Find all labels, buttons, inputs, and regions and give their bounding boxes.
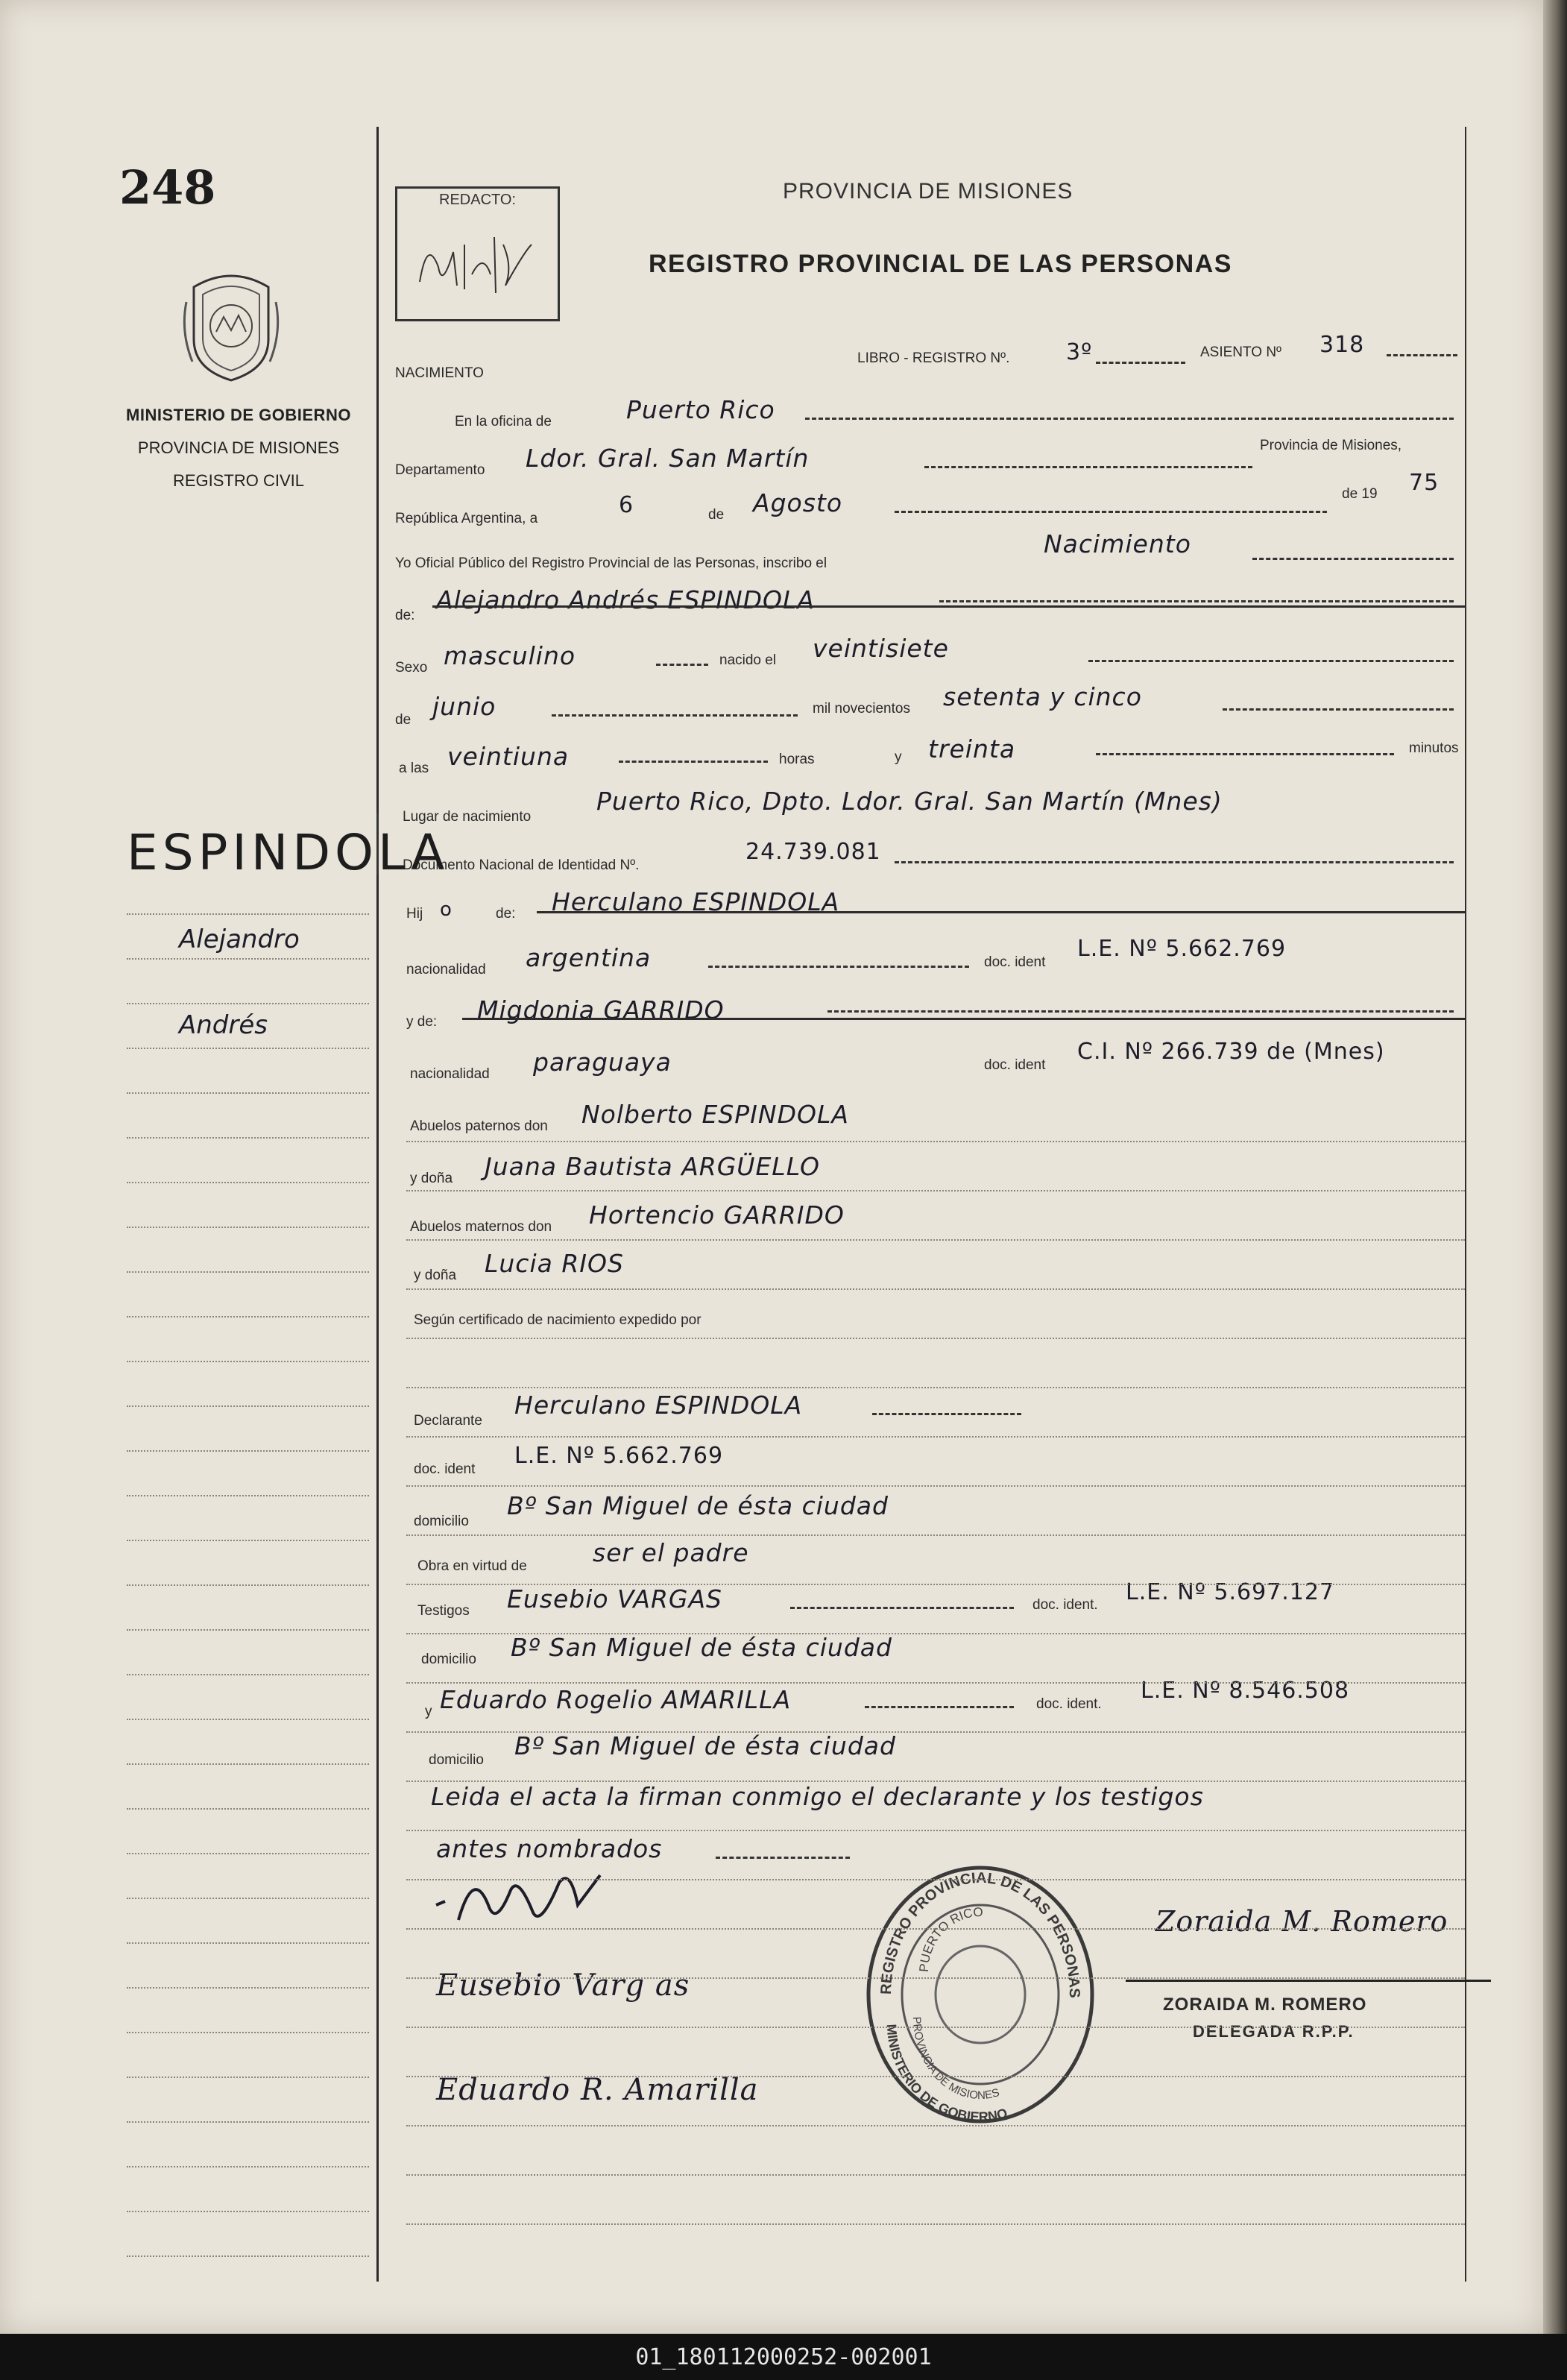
nac-padre-value: argentina <box>526 943 652 972</box>
stamp-bottom-text: MINISTERIO DE GOBIERNO <box>883 2024 1009 2125</box>
testigo1-signature: Eusebio Varg as <box>436 1968 690 2003</box>
margin-ruled-line <box>127 1584 369 1586</box>
minutos-label: minutos <box>1409 740 1459 756</box>
dni-label: Documento Nacional de Identidad Nº. <box>403 857 640 873</box>
stamp-inner-text: PUERTO RICO <box>916 1904 984 1973</box>
doc-t2-value: L.E. Nº 8.546.508 <box>1141 1678 1350 1704</box>
book-binding-edge <box>1543 0 1567 2334</box>
oficina-label: En la oficina de <box>455 414 552 429</box>
margin-second-name: Andrés <box>179 1010 268 1040</box>
margin-ruled-line <box>127 2166 369 2168</box>
asiento-label: ASIENTO Nº <box>1200 344 1281 360</box>
y-t2-label: y <box>425 1704 432 1719</box>
form-ruled-line <box>406 1731 1465 1733</box>
doc-padre-value: L.E. Nº 5.662.769 <box>1077 936 1287 962</box>
column-divider <box>376 127 379 2282</box>
form-ruled-line <box>406 2125 1465 2126</box>
margin-ruled-line <box>127 1898 369 1899</box>
margin-ruled-line <box>127 1629 369 1631</box>
form-ruled-line <box>406 1781 1465 1782</box>
margin-first-name: Alejandro <box>179 925 300 954</box>
de-mes-label: de <box>395 712 412 728</box>
margin-ruled-line <box>127 1137 369 1139</box>
abuela-pat-value: Juana Bautista ARGÜELLO <box>485 1152 821 1181</box>
madre-value: Migdonia GARRIDO <box>477 995 725 1024</box>
declarante-label: Declarante <box>414 1413 482 1429</box>
margin-surname: ESPINDOLA <box>127 824 450 881</box>
form-ruled-line <box>406 1928 1465 1930</box>
padre-value: Herculano ESPINDOLA <box>552 887 840 916</box>
dom-t2-label: domicilio <box>429 1752 484 1768</box>
persona-label: de: <box>395 608 415 623</box>
closing-line-1: Leida el acta la firman conmigo el declarante y los testigos <box>431 1782 1204 1811</box>
a-las-label: a las <box>399 761 429 776</box>
persona-value: Alejandro Andrés ESPINDOLA <box>436 585 815 614</box>
form-ruled-line <box>406 1387 1465 1388</box>
dni-value: 24.739.081 <box>745 839 881 865</box>
testigo2-signature: Eduardo R. Amarilla <box>436 2073 759 2107</box>
dia-value: 6 <box>619 492 634 518</box>
y-de-label: y de: <box>406 1014 438 1030</box>
anio-value: 75 <box>1409 470 1440 496</box>
official-stamp <box>861 1860 1100 2129</box>
margin-ruled-line <box>127 1450 369 1452</box>
testigo2-value: Eduardo Rogelio AMARILLA <box>440 1685 792 1714</box>
closing-line-2: antes nombrados <box>436 1834 663 1863</box>
ministry-name: MINISTERIO DE GOBIERNO <box>126 406 351 424</box>
form-ruled-line <box>406 1485 1465 1487</box>
horas-label: horas <box>779 752 815 767</box>
testigos-label: Testigos <box>417 1603 470 1619</box>
lugar-value: Puerto Rico, Dpto. Ldor. Gral. San Martín (Mnes) <box>596 787 1223 816</box>
minutos-value: treinta <box>928 734 1016 764</box>
form-ruled-line <box>406 1584 1465 1585</box>
form-ruled-line <box>406 1338 1465 1339</box>
margin-ruled-line <box>127 2211 369 2212</box>
dom-t1-label: domicilio <box>421 1652 476 1667</box>
hijo-de-label: de: <box>496 906 516 922</box>
margin-ruled-line <box>127 1674 369 1675</box>
form-ruled-line <box>406 1633 1465 1634</box>
horas-value: veintiuna <box>447 742 570 771</box>
crest-icon <box>179 265 283 384</box>
dom-t1-value: Bº San Miguel de ésta ciudad <box>511 1633 892 1662</box>
form-ruled-line <box>406 1830 1465 1831</box>
republica-label: República Argentina, a <box>395 511 538 526</box>
registry-title: REGISTRO PROVINCIAL DE LAS PERSONAS <box>649 250 1232 278</box>
lugar-label: Lugar de nacimiento <box>403 809 532 825</box>
form-ruled-line <box>406 1288 1465 1290</box>
testigo1-value: Eusebio VARGAS <box>507 1584 722 1614</box>
de-label: de <box>708 507 725 523</box>
margin-ruled-line <box>127 1942 369 1944</box>
doc-t1-label: doc. ident. <box>1032 1597 1098 1613</box>
acto-value: Nacimiento <box>1044 529 1191 558</box>
officer-role: DELEGADA R.P.P. <box>1193 2022 1355 2041</box>
doc-madre-label: doc. ident <box>984 1057 1046 1073</box>
margin-ruled-line <box>127 1361 369 1362</box>
form-ruled-line <box>406 1682 1465 1684</box>
margin-ruled-line <box>127 2121 369 2123</box>
form-ruled-line <box>406 2027 1465 2028</box>
nac-madre-value: paraguaya <box>533 1048 672 1077</box>
doc-padre-label: doc. ident <box>984 954 1046 970</box>
doc-t2-label: doc. ident. <box>1036 1696 1102 1712</box>
libro-label: LIBRO - REGISTRO Nº. <box>857 350 1010 366</box>
abuela-pat-label: y doña <box>410 1171 453 1186</box>
form-ruled-line <box>406 1534 1465 1536</box>
mil-label: mil novecientos <box>813 701 910 717</box>
margin-ruled-line <box>127 1987 369 1989</box>
declarante-value: Herculano ESPINDOLA <box>514 1391 803 1420</box>
anio-nac-value: setenta y cinco <box>943 682 1142 711</box>
asiento-value: 318 <box>1320 332 1365 358</box>
margin-ruled-line <box>127 1495 369 1496</box>
margin-ruled-line <box>127 1719 369 1720</box>
margin-ruled-line <box>127 1003 369 1004</box>
margin-ruled-line <box>127 1808 369 1810</box>
doc-decl-label: doc. ident <box>414 1461 476 1477</box>
ministry-province: PROVINCIA DE MISIONES <box>137 438 340 457</box>
oficina-value: Puerto Rico <box>626 395 775 424</box>
margin-ruled-line <box>127 1092 369 1094</box>
margin-ruled-line <box>127 1405 369 1407</box>
doc-t1-value: L.E. Nº 5.697.127 <box>1126 1579 1335 1605</box>
oficial-label: Yo Oficial Público del Registro Provincial de las Personas, inscribo el <box>395 555 827 571</box>
departamento-value: Ldor. Gral. San Martín <box>526 444 810 473</box>
section-label: NACIMIENTO <box>395 365 484 381</box>
margin-ruled-line <box>127 2077 369 2078</box>
mes-nac-value: junio <box>432 692 496 721</box>
margin-ruled-line <box>127 1227 369 1228</box>
form-ruled-line <box>406 2174 1465 2176</box>
hijo-suffix: o <box>440 898 453 921</box>
page-number: 248 <box>119 160 216 215</box>
form-ruled-line <box>406 1141 1465 1142</box>
margin-ruled-line <box>127 1271 369 1273</box>
form-ruled-line <box>406 2076 1465 2077</box>
svg-text:PUERTO RICO <box>917 1905 983 1973</box>
ministry-block <box>119 399 358 497</box>
abuelo-pat-label: Abuelos paternos don <box>410 1118 548 1134</box>
redacto-label: REDACTO: <box>439 192 516 208</box>
obra-label: Obra en virtud de <box>417 1558 527 1574</box>
abuelo-pat-value: Nolberto ESPINDOLA <box>581 1100 849 1129</box>
image-id-footer: 01_180112000252-002001 <box>0 2334 1567 2380</box>
libro-value: 3º <box>1066 339 1093 365</box>
certificado-label: Según certificado de nacimiento expedido por <box>414 1312 701 1328</box>
doc-madre-value: C.I. Nº 266.739 de (Mnes) <box>1077 1039 1385 1065</box>
nac-padre-label: nacionalidad <box>406 962 486 978</box>
departamento-label: Departamento <box>395 462 485 478</box>
margin-ruled-line <box>127 1853 369 1854</box>
redacto-box <box>395 186 560 321</box>
province-title: PROVINCIA DE MISIONES <box>783 179 1073 204</box>
mes-value: Agosto <box>753 488 843 517</box>
hijo-label: Hij <box>406 906 423 922</box>
dom-t2-value: Bº San Miguel de ésta ciudad <box>514 1731 896 1760</box>
sexo-label: Sexo <box>395 660 428 676</box>
abuelo-mat-label: Abuelos maternos don <box>410 1219 552 1235</box>
abuela-mat-label: y doña <box>414 1268 457 1283</box>
redacto-signature <box>412 222 539 304</box>
declarante-signature <box>429 1860 608 1942</box>
form-ruled-line <box>406 1190 1465 1191</box>
margin-ruled-line <box>127 1182 369 1183</box>
sexo-value: masculino <box>444 641 576 670</box>
obra-value: ser el padre <box>593 1538 749 1567</box>
nac-madre-label: nacionalidad <box>410 1066 490 1082</box>
margin-ruled-line <box>127 1763 369 1765</box>
officer-name: ZORAIDA M. ROMERO <box>1163 1995 1367 2015</box>
stamp-outer-text: REGISTRO PROVINCIAL DE LAS PERSONAS <box>877 1869 1083 1998</box>
dom-decl-label: domicilio <box>414 1514 469 1529</box>
doc-decl-value: L.E. Nº 5.662.769 <box>514 1443 724 1469</box>
margin-ruled-line <box>127 1316 369 1318</box>
margin-ruled-line <box>127 913 369 915</box>
form-ruled-line <box>406 1239 1465 1241</box>
form-ruled-line <box>406 1879 1465 1880</box>
ministry-registry: REGISTRO CIVIL <box>172 471 305 490</box>
nacido-value: veintisiete <box>813 634 949 663</box>
y-label: y <box>895 749 902 765</box>
stamp-lower-text: PROVINCIA DE MISIONES <box>909 2016 1001 2103</box>
nacido-label: nacido el <box>719 652 777 668</box>
margin-ruled-line <box>127 1048 369 1049</box>
abuelo-mat-value: Hortencio GARRIDO <box>589 1200 845 1230</box>
margin-ruled-line <box>127 958 369 960</box>
form-ruled-line <box>406 2223 1465 2225</box>
margin-ruled-line <box>127 2255 369 2257</box>
dom-decl-value: Bº San Miguel de ésta ciudad <box>507 1491 889 1520</box>
anio-label: de 19 <box>1342 486 1378 502</box>
form-ruled-line <box>406 1977 1465 1979</box>
official-signature: Zoraida M. Romero <box>1155 1905 1448 1938</box>
form-ruled-line <box>406 1436 1465 1438</box>
abuela-mat-value: Lucia RIOS <box>485 1249 624 1278</box>
provincia-label: Provincia de Misiones, <box>1260 438 1402 453</box>
right-border <box>1465 127 1466 2282</box>
margin-ruled-line <box>127 1540 369 1541</box>
margin-ruled-line <box>127 2032 369 2033</box>
